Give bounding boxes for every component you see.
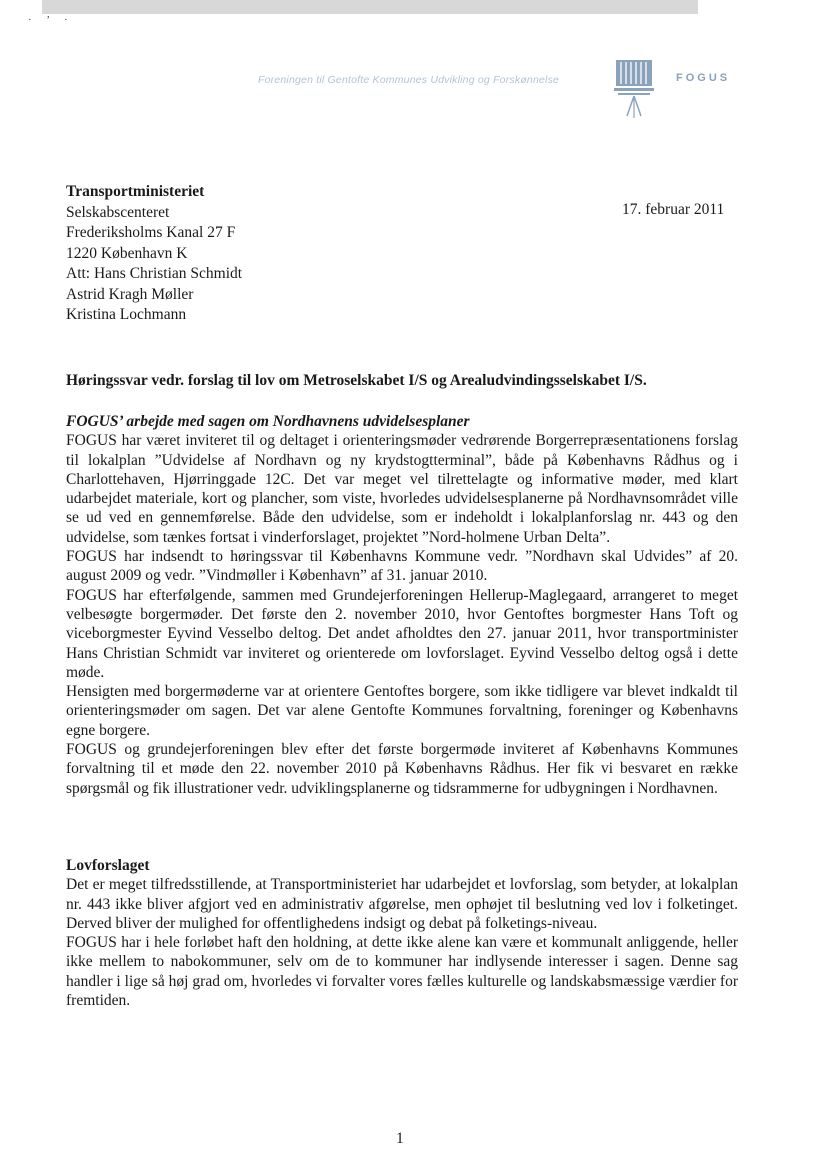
paragraph: FOGUS har været inviteret til og deltaget i orienteringsmøder vedrørende Borgerrepræsentationens forslag til lokalplan ”Udvidelse af Nordhavn og ny krydstogtterminal”, både på Københavns Rådhus og i Charlottehaven, Hjørringgade 12C. Det var meget vel tilrettelagte og informative møder, med klart udarbejdet materiale, kort og plancher, som viste, hvorledes udvidelsesplanerne på Nordhavnsområdet ville se ud ved en gennemførelse. Både den udvidelse, som er indeholdt i lokalplanforslag nr. 443 og den udvidelse, som tænkes fortsat i vinderforslaget, projektet ”Nord-holmene Urban Delta”. — [66, 432, 738, 546]
paragraph: Hensigten med borgermøderne var at orientere Gentoftes borgere, som ikke tidligere var blevet indkaldt til orienteringsmøder om sagen. Det var alene Gentofte Kommunes forvaltning, foreninger og Københavns egne borgere. — [66, 683, 738, 739]
section-heading: Lovforslaget — [66, 857, 150, 874]
page-number: 1 — [396, 1130, 404, 1147]
recipient-address — [66, 182, 242, 326]
header-tagline: Foreningen til Gentofte Kommunes Udvikling og Forskønnelse — [258, 74, 560, 86]
letter-date: 17. februar 2011 — [622, 201, 725, 218]
paragraph: FOGUS har efterfølgende, sammen med Grundejerforeningen Hellerup-Maglegaard, arrangeret to meget velbesøgte borgermøder. Det første den 2. november 2010, hvor Gentoftes borgmester Hans Toft og viceborgmester Eyvind Vesselbo deltog. Det andet afholdtes den 27. januar 2011, hvor transportminister Hans Christian Schmidt var inviteret og orienterede om lovforslaget. Eyvind Vesselbo deltog også i dette møde. — [66, 586, 738, 681]
scan-top-bar — [42, 0, 698, 14]
paragraph: FOGUS og grundejerforeningen blev efter det første borgermøde inviteret af Københavns Kommunes forvaltning til et møde den 22. november 2010 på Københavns Rådhus. Her fik vi besvaret en række spørgsmål og fik illustrationer vedr. udviklingsplanerne og tidsrammerne for udbygningen i Nordhavnen. — [66, 741, 738, 797]
recipient-org: Transportministeriet — [66, 183, 205, 200]
paragraph: Det er meget tilfredsstillende, at Transportministeriet har udarbejdet et lovforslag, som betyder, at lokalplan nr. 443 ikke bliver afgjort ved en administrativ afgørelse, men ophøjet til beslutning ved lov i folketinget. Derved bliver der mulighed for offentlighedens indsigt og debat på folketings-niveau. — [66, 876, 738, 932]
address-line: Selskabscenteret — [66, 203, 170, 221]
section-heading: FOGUS’ arbejde med sagen om Nordhavnens udvidelsesplaner — [66, 413, 470, 430]
scan-specks: · ’ · — [28, 14, 74, 26]
section-fogus-work — [66, 412, 738, 798]
address-line: Att: Hans Christian Schmidt — [66, 265, 243, 282]
fogus-logo-icon — [610, 58, 658, 120]
address-line: 1220 København K — [66, 244, 188, 262]
letter-subject: Høringssvar vedr. forslag til lov om Metroselskabet I/S og Arealudvindingsselskabet I/S. — [66, 372, 647, 389]
logo-wordmark: FOGUS — [676, 72, 731, 84]
paragraph: FOGUS har indsendt to høringssvar til Københavns Kommune vedr. ”Nordhavn skal Udvides” af 20. august 2009 og vedr. ”Vindmøller i København” af 31. januar 2010. — [66, 548, 738, 585]
address-line: Astrid Kragh Møller — [66, 285, 194, 303]
address-line: Kristina Lochmann — [66, 306, 187, 323]
paragraph: FOGUS har i hele forløbet haft den holdning, at dette ikke alene kan være et kommunalt anliggende, heller ikke mellem to nabokommuner, selv om de to kommuner har indlysende interesser i sagen. Denne sag handler i lige så høj grad om, hvorledes vi forvalter vores fælles kulturelle og landskabsmæssige værdier for fremtiden. — [66, 934, 738, 1010]
address-line: Frederiksholms Kanal 27 F — [66, 224, 236, 241]
section-lovforslaget — [66, 856, 738, 1010]
